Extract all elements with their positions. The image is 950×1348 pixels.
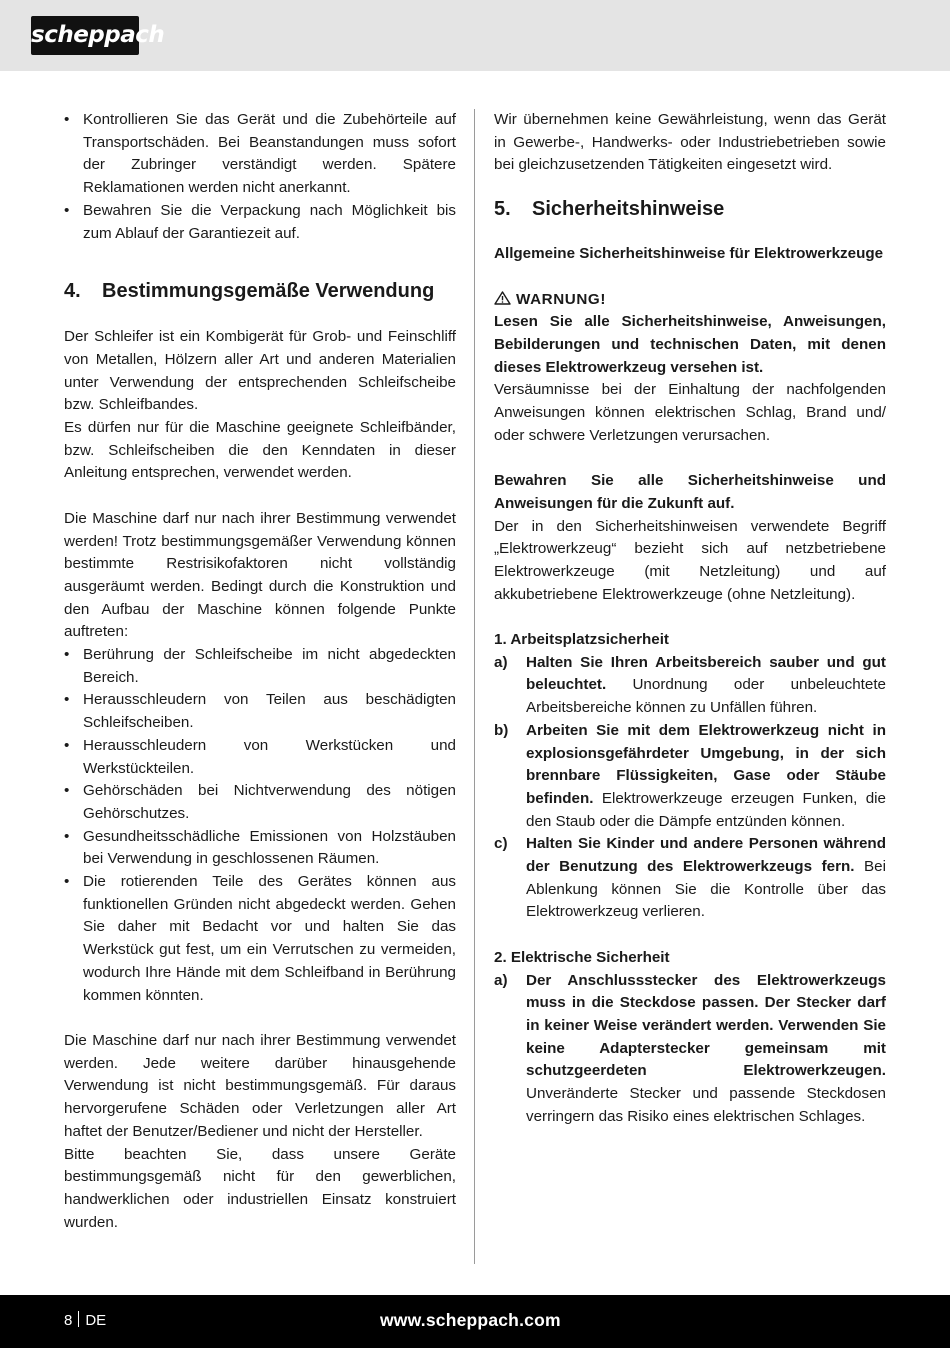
list-marker: c) [494,835,508,853]
list-item-text: Bei Ablenkung können Sie die Kontrolle über das Elektrowerkzeug verlieren. [526,858,886,921]
list-item [64,780,456,825]
paragraph: Es dürfen nur für die Maschine geeignete Schleifbänder, bzw. Schleifscheiben die den Kenndaten in dieser Anleitung entsprechen, verwendet werden. [64,419,456,482]
bullet-marker: • [64,827,70,845]
paragraph: Wir übernehmen keine Gewährleistung, wenn das Gerät in Gewerbe-, Handwerks- oder Industriebetrieben sowie bei gleichzusetzenden Tätigkeiten eingesetzt wird. [494,111,886,174]
list-item-bold: Halten Sie Kinder und andere Personen während der Benutzung des Elektrowerkzeugs fern. [526,835,886,876]
keep-instructions-bold: Bewahren Sie alle Sicherheitshinweise und Anweisungen für die Zukunft auf. [494,472,886,512]
bullet-marker: • [64,201,70,219]
list-item-bold: Arbeiten Sie mit dem Elektrowerkzeug nicht in explosionsgefährdeter Umgebung, in der sich brennbare Flüssigkeiten, Gase oder Stäube befinden. [526,721,886,807]
warning-label-text: WARNUNG! [516,290,607,308]
list-item-text: Kontrollieren Sie das Gerät und die Zubehörteile auf Transportschäden. Bei Beanstandungen muss sofort der Zubringer verständigt werden. Spätere Reklamationen werden nicht anerkannt. [83,111,456,197]
list-item-text: Herausschleudern von Teilen aus beschädigten Schleifscheiben. [83,691,456,732]
list-item-text: Die rotierenden Teile des Gerätes können aus funktionellen Gründen nicht abgedeckt werden. Gehen Sie daher mit Bedacht vor und halten Sie das Werkstück gut fest, um ein Verrutschen zu vermeiden, wodurch Ihre Hände mit dem Schleifband in Berührung kommen könnten. [83,873,456,1004]
list-item [64,735,456,780]
website-url[interactable]: www.scheppach.com [380,1310,561,1330]
warning-bold-text: Lesen Sie alle Sicherheitshinweise, Anweisungen, Bebilderungen und technischen Daten, mit denen dieses Elektrowerkzeug versehen ist. [494,313,886,376]
list-item-text: Bewahren Sie die Verpackung nach Möglichkeit bis zum Ablauf der Garantiezeit auf. [83,201,456,242]
list-item-text: Gesundheitsschädliche Emissionen von Holzstäuben bei Verwendung in geschlossenen Räumen. [83,827,456,868]
paragraph: Bitte beachten Sie, dass unsere Geräte bestimmungsgemäß nicht für den gewerblichen, handwerklichen oder industriellen Einsatz konstruiert wurden. [64,1145,456,1231]
column-divider [474,109,475,1264]
bullet-marker: • [64,111,70,128]
subheading: Allgemeine Sicherheitshinweise für Elektrowerkzeuge [494,245,884,263]
subsection-title: 1. Arbeitsplatzsicherheit [494,631,669,649]
list-item [494,833,886,924]
list-marker: b) [494,721,509,739]
paragraph: Die Maschine darf nur nach ihrer Bestimmung verwendet werden. Jede weitere darüber hinausgehende Verwendung ist nicht bestimmungsgemäß. Für daraus hervorgerufene Schäden oder Verletzungen aller Art haftet der Benutzer/Bediener und nicht der Hersteller. [64,1031,456,1140]
bullet-marker: • [64,691,70,709]
list-item-text: Unveränderte Stecker und passende Steckdosen verringern das Risiko eines elektrischen Schlages. [526,1085,886,1125]
list-item [494,652,886,720]
list-marker: a) [494,971,508,989]
list-marker: a) [494,653,508,671]
list-item [494,970,886,1129]
list-item-text: Unordnung oder unbeleuchtete Arbeitsbereiche können zu Unfällen führen. [526,676,886,717]
section-4-heading [64,279,456,303]
footer-separator [78,1311,79,1327]
bullet-marker: • [64,646,70,664]
list-item [64,200,456,245]
list-item-text: Herausschleudern von Werkstücken und Werkstückteilen. [83,736,456,777]
list-item [64,109,456,200]
right-column [494,109,886,1128]
list-item [494,720,886,834]
list-item [64,689,456,734]
list-item-bold: Der Anschlussstecker des Elektrowerkzeugs muss in die Steckdose passen. Der Stecker darf in keiner Weise verändert werden. Verwenden Sie keine Adapterstecker gemeinsam mit schutzgeerdeten Elektrowerkzeugen. [526,971,886,1080]
list-item-text: Gehörschäden bei Nichtverwendung des nötigen Gehörschutzes. [83,782,456,822]
left-column [64,109,456,1234]
warning-triangle-icon [494,291,511,305]
list-item [64,644,456,689]
brand-logo: scheppach [31,16,139,55]
bullet-marker: • [64,873,70,891]
section-title: Sicherheitshinweise [532,198,725,221]
warning-label [494,289,886,312]
section-number: 4. [64,280,81,303]
page-number [64,1311,106,1331]
list-item-bold: Halten Sie Ihren Arbeitsbereich sauber und gut beleuchtet. [526,653,886,694]
bullet-marker: • [64,782,70,800]
list-item [64,871,456,1007]
bullet-marker: • [64,736,70,754]
page-header [0,0,950,71]
list-item [64,826,456,871]
subsection-title: 2. Elektrische Sicherheit [494,948,670,966]
paragraph: Der Schleifer ist ein Kombigerät für Grob- und Feinschliff von Metallen, Hölzern aller Art und anderen Materialien unter Verwendung der entsprechenden Schleifscheibe bzw. Schleifbandes. [64,328,456,414]
list-item-text: Berührung der Schleifscheibe im nicht abgedeckten Bereich. [83,646,456,686]
section-5-heading [494,197,886,221]
paragraph: Versäumnisse bei der Einhaltung der nachfolgenden Anweisungen können elektrischen Schlag, Brand und/ oder schwere Verletzungen verursachen. [494,381,886,444]
section-number: 5. [494,198,511,221]
paragraph: Die Maschine darf nur nach ihrer Bestimmung verwendet werden! Trotz bestimmungsgemäßer Verwendung können bestimmte Restrisikofaktoren nicht vollständig ausgeräumt werden. Bedingt durch die Konstruktion und den Aufbau der Maschine können folgende Punkte auftreten: [64,509,456,641]
language-code: DE [85,1312,107,1329]
section-title: Bestimmungsgemäße Verwendung [102,280,435,303]
page-number-value: 8 [64,1312,73,1329]
page-footer [0,1295,950,1348]
list-item-text: Elektrowerkzeuge erzeugen Funken, die den Staub oder die Dämpfe entzünden können. [526,789,886,830]
paragraph: Der in den Sicherheitshinweisen verwendete Begriff „Elektrowerkzeug“ bezieht sich auf netzbetriebene Elektrowerkzeuge (mit Netzleitung) und auf akkubetriebene Elektrowerkzeuge (ohne Netzleitung). [494,517,886,603]
